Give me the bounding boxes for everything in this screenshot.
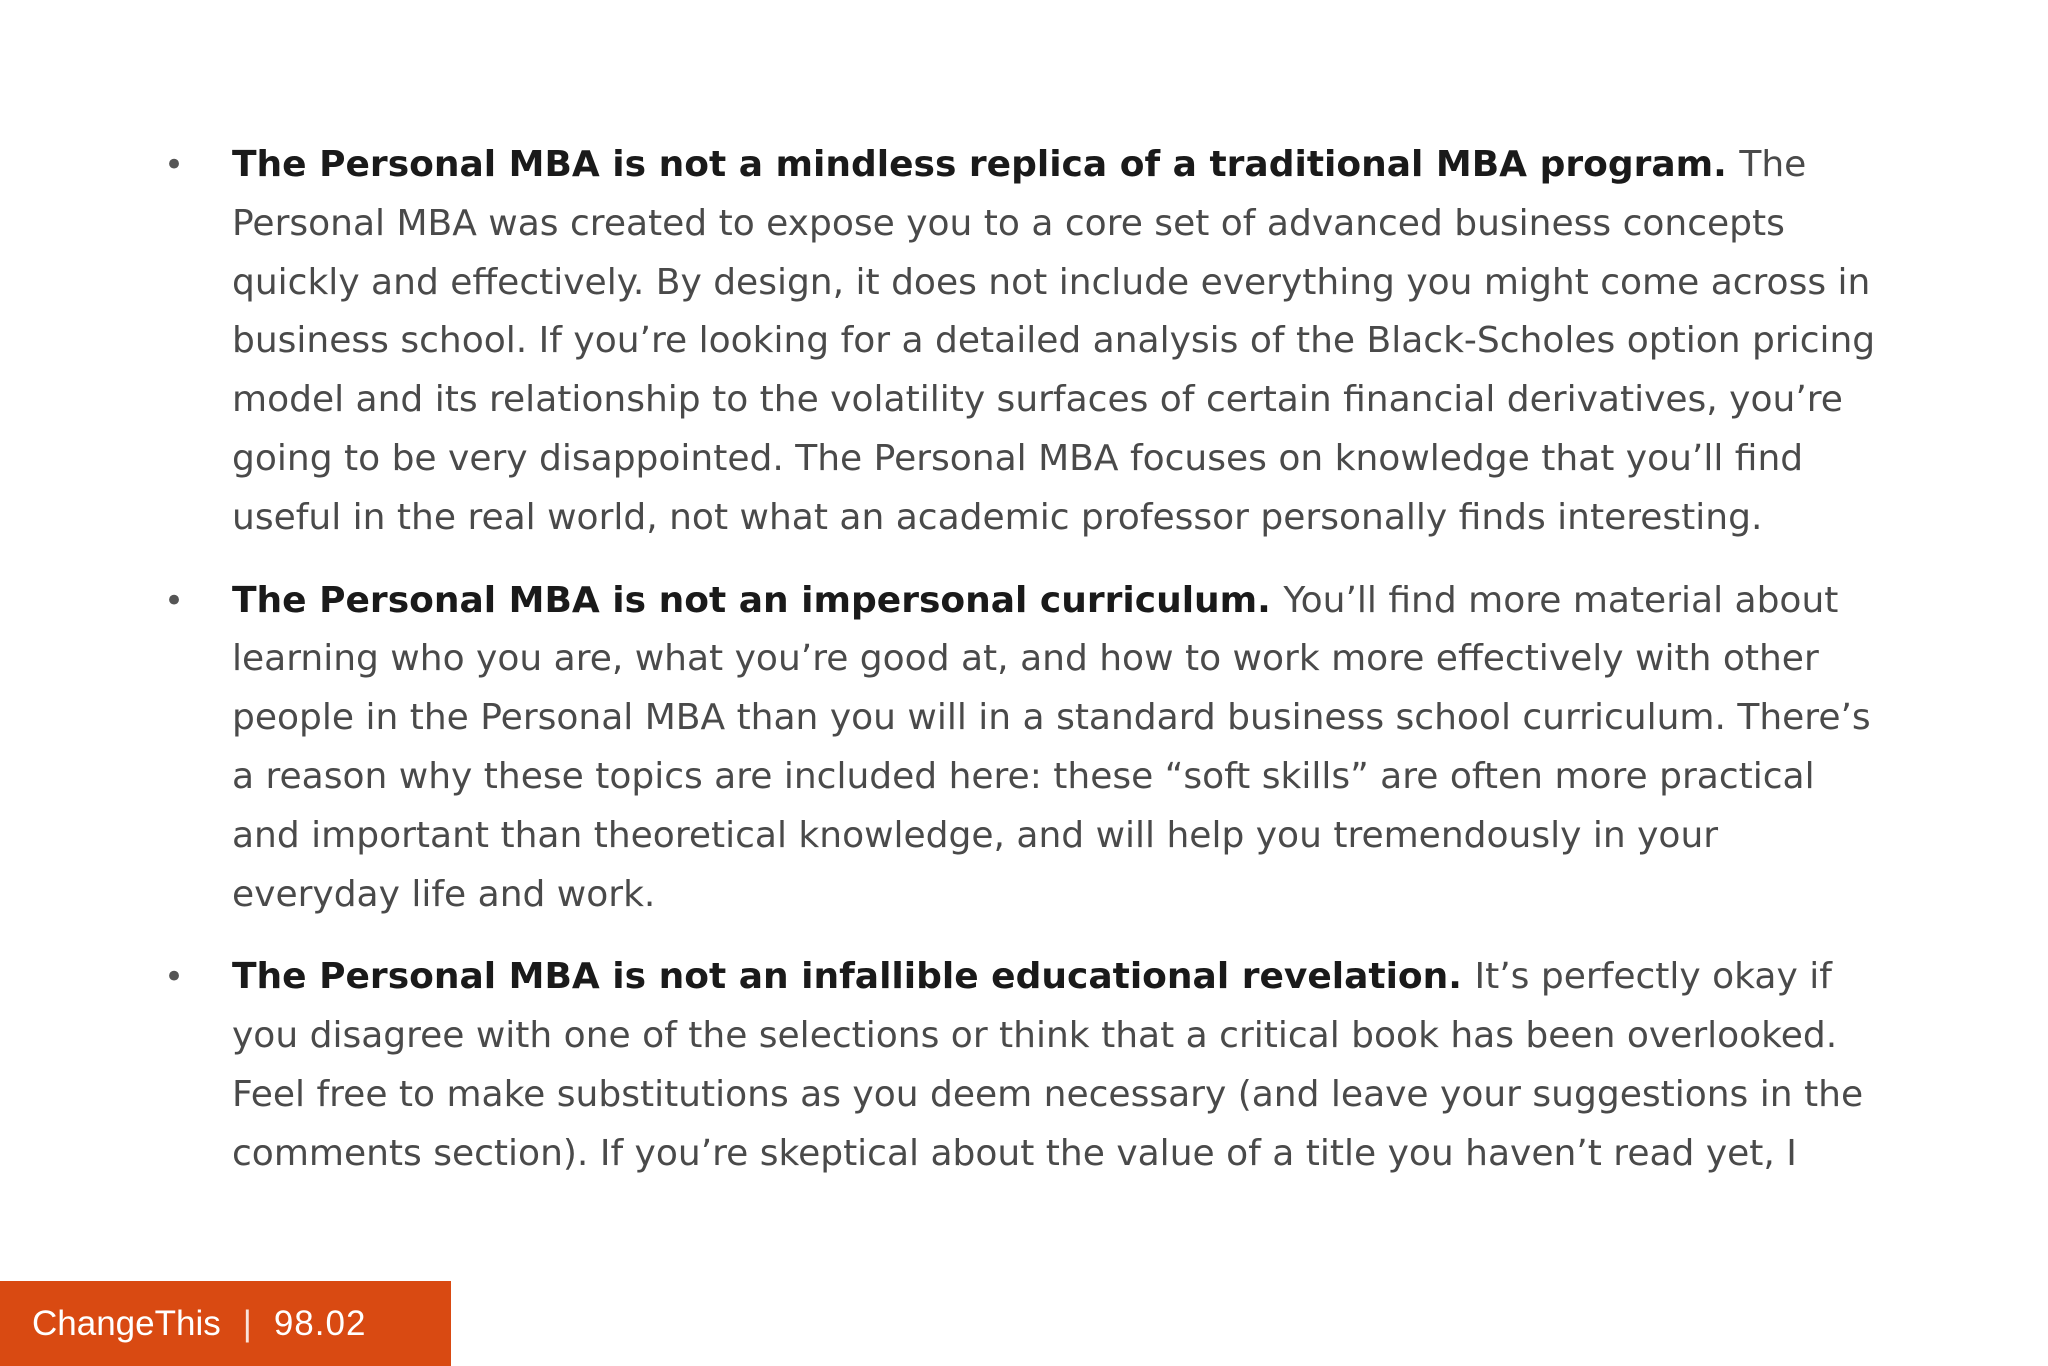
list-item	[0, 136, 1880, 548]
bullet-icon: •	[164, 957, 185, 998]
bullet-body: It’s perfectly okay if you disagree with one of the selections or think that a critical book has been overlooked. Feel free to make substitutions as you deem necessary (and leave your suggestions in the comments section). If you’re skeptical about the value of a title you haven’t read yet, I	[232, 956, 1864, 1174]
bullet-heading: The Personal MBA is not a mindless replica of a traditional MBA program.	[232, 144, 1740, 185]
brand-label: ChangeThis	[32, 1303, 221, 1343]
bullet-icon: •	[164, 580, 185, 621]
footer-badge	[0, 1281, 451, 1366]
list-item	[0, 948, 1880, 1183]
bullet-heading: The Personal MBA is not an impersonal curriculum.	[232, 579, 1284, 621]
bullet-body: You’ll find more material about learning who you are, what you’re good at, and how to work more effectively with other people in the Personal MBA than you will in a standard business school curriculum. There’s a reason why these topics are included here: these “soft skills” are often more practical and important than theoretical knowledge, and will help you tremendously in your everyday life and work.	[232, 579, 1871, 915]
bullet-heading: The Personal MBA is not an infallible educational revelation.	[232, 956, 1475, 998]
bullet-list	[0, 136, 2048, 1208]
bullet-body: The Personal MBA was created to expose you to a core set of advanced business concepts quickly and effectively. By design, it does not include everything you might come across in business school. If you’re looking for a detailed analysis of the Black-Scholes option pricing model and its relationship to the volatility surfaces of certain financial derivatives, you’re going to be very disappointed. The Personal MBA focuses on knowledge that you’ll find useful in the real world, not what an academic professor personally finds interesting.	[232, 144, 1876, 538]
list-item	[0, 572, 1880, 925]
issue-number: 98.02	[273, 1303, 367, 1343]
bullet-icon: •	[164, 145, 185, 185]
footer-separator: |	[242, 1303, 252, 1343]
